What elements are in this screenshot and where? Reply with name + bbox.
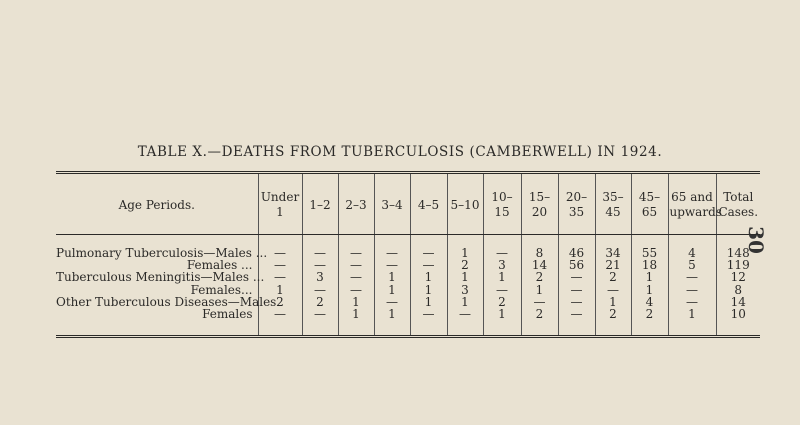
table-cell: 1 [410,284,447,296]
table-cell: — [668,271,716,283]
table-cell: — [258,308,302,337]
row-label: Females ... [186,258,253,273]
row-label: Females... [190,282,253,297]
table-cell: 1 [447,235,483,260]
row-label: Pulmonary Tuberculosis—Males ... [56,246,268,260]
table-row [56,271,760,283]
table-body [56,235,760,337]
table-cell: 1 [338,296,374,308]
table-cell: — [374,235,410,260]
header-row [56,173,760,235]
table-cell: 3 [302,271,338,283]
header-cell: Under 1 [258,173,302,235]
table-cell: — [447,308,483,337]
row-label: Tuberculous Meningitis—Males ... [56,270,265,285]
table-row [56,296,760,308]
table-cell: 1 [258,284,302,296]
table-cell: 2 [631,308,668,337]
table-cell: 1 [410,296,447,308]
table-cell: 1 [595,296,631,308]
table-cell: — [558,271,595,283]
table-cell: 2 [595,271,631,283]
table-cell: — [374,259,410,271]
table-cell: 2 [521,308,558,337]
table-cell: — [258,271,302,283]
table-cell: 34 [595,235,631,260]
table-cell: 1 [631,284,668,296]
table-row [56,235,760,260]
table-cell: — [258,259,302,271]
table-cell: — [558,284,595,296]
table-cell: — [338,235,374,260]
table-row [56,284,760,296]
header-cell: 20–35 [558,173,595,235]
table-cell: — [302,259,338,271]
table-cell: 4 [631,296,668,308]
table-cell: 5 [668,259,716,271]
table-cell: 1 [521,284,558,296]
table-cell: 55 [631,235,668,260]
header-cell: 1–2 [302,173,338,235]
table-cell: — [302,235,338,260]
table-cell: 14 [521,259,558,271]
page-number: 30 [744,226,769,254]
table-cell: 46 [558,235,595,260]
table-cell: — [521,296,558,308]
table-cell: 2 [258,296,302,308]
table-title: TABLE X.—DEATHS FROM TUBERCULOSIS (CAMBERWELL) IN 1924. [137,144,663,160]
table-cell: 1 [447,296,483,308]
header-cell: Total Cases. [716,173,760,235]
table-cell: 21 [595,259,631,271]
table-cell: 1 [483,271,521,283]
table-cell: 18 [631,259,668,271]
table-cell: 1 [374,271,410,283]
table-cell: — [483,235,521,260]
table-cell: 1 [374,308,410,337]
table-cell: 148 [716,235,760,260]
table-cell: 56 [558,259,595,271]
table-cell: — [302,284,338,296]
row-label: Females [56,308,258,337]
deaths-table-container [56,171,760,338]
table-cell: 12 [716,271,760,283]
table-cell: — [410,308,447,337]
table-cell: — [258,235,302,260]
row-label: Other Tuberculous Diseases—Males [56,294,277,309]
table-cell: — [338,259,374,271]
header-cell: 3–4 [374,173,410,235]
table-row [56,308,760,337]
table-cell: — [410,259,447,271]
table-cell: 1 [338,308,374,337]
table-cell: 10 [716,308,760,337]
table-cell: 8 [716,284,760,296]
table-cell: 2 [483,296,521,308]
table-cell: — [558,308,595,337]
table-cell: 14 [716,296,760,308]
table-cell: 1 [374,284,410,296]
table-cell: — [302,308,338,337]
table-cell: — [483,284,521,296]
table-cell: 2 [302,296,338,308]
table-cell: 1 [483,308,521,337]
table-cell: 2 [521,271,558,283]
header-cell: 15–20 [521,173,558,235]
table-cell: — [668,284,716,296]
table-cell: 4 [668,235,716,260]
table-cell: 2 [447,259,483,271]
header-cell: 2–3 [338,173,374,235]
header-cell: 35–45 [595,173,631,235]
table-cell: 1 [631,271,668,283]
table-cell: 3 [447,284,483,296]
table-cell: — [338,271,374,283]
deaths-table [56,171,760,338]
table-cell: 1 [410,271,447,283]
table-cell: 119 [716,259,760,271]
table-cell: — [668,296,716,308]
table-cell: — [374,296,410,308]
table-cell: — [410,235,447,260]
header-cell: 10–15 [483,173,521,235]
header-cell: 45–65 [631,173,668,235]
header-cell: 4–5 [410,173,447,235]
table-cell: — [595,284,631,296]
table-cell: 1 [447,271,483,283]
table-cell: 3 [483,259,521,271]
table-cell: 8 [521,235,558,260]
header-cell: 65 and upwards [668,173,716,235]
table-cell: — [558,296,595,308]
header-cell: Age Periods. [56,173,258,235]
table-cell: 2 [595,308,631,337]
table-cell: 1 [668,308,716,337]
header-cell: 5–10 [447,173,483,235]
table-cell: — [338,284,374,296]
